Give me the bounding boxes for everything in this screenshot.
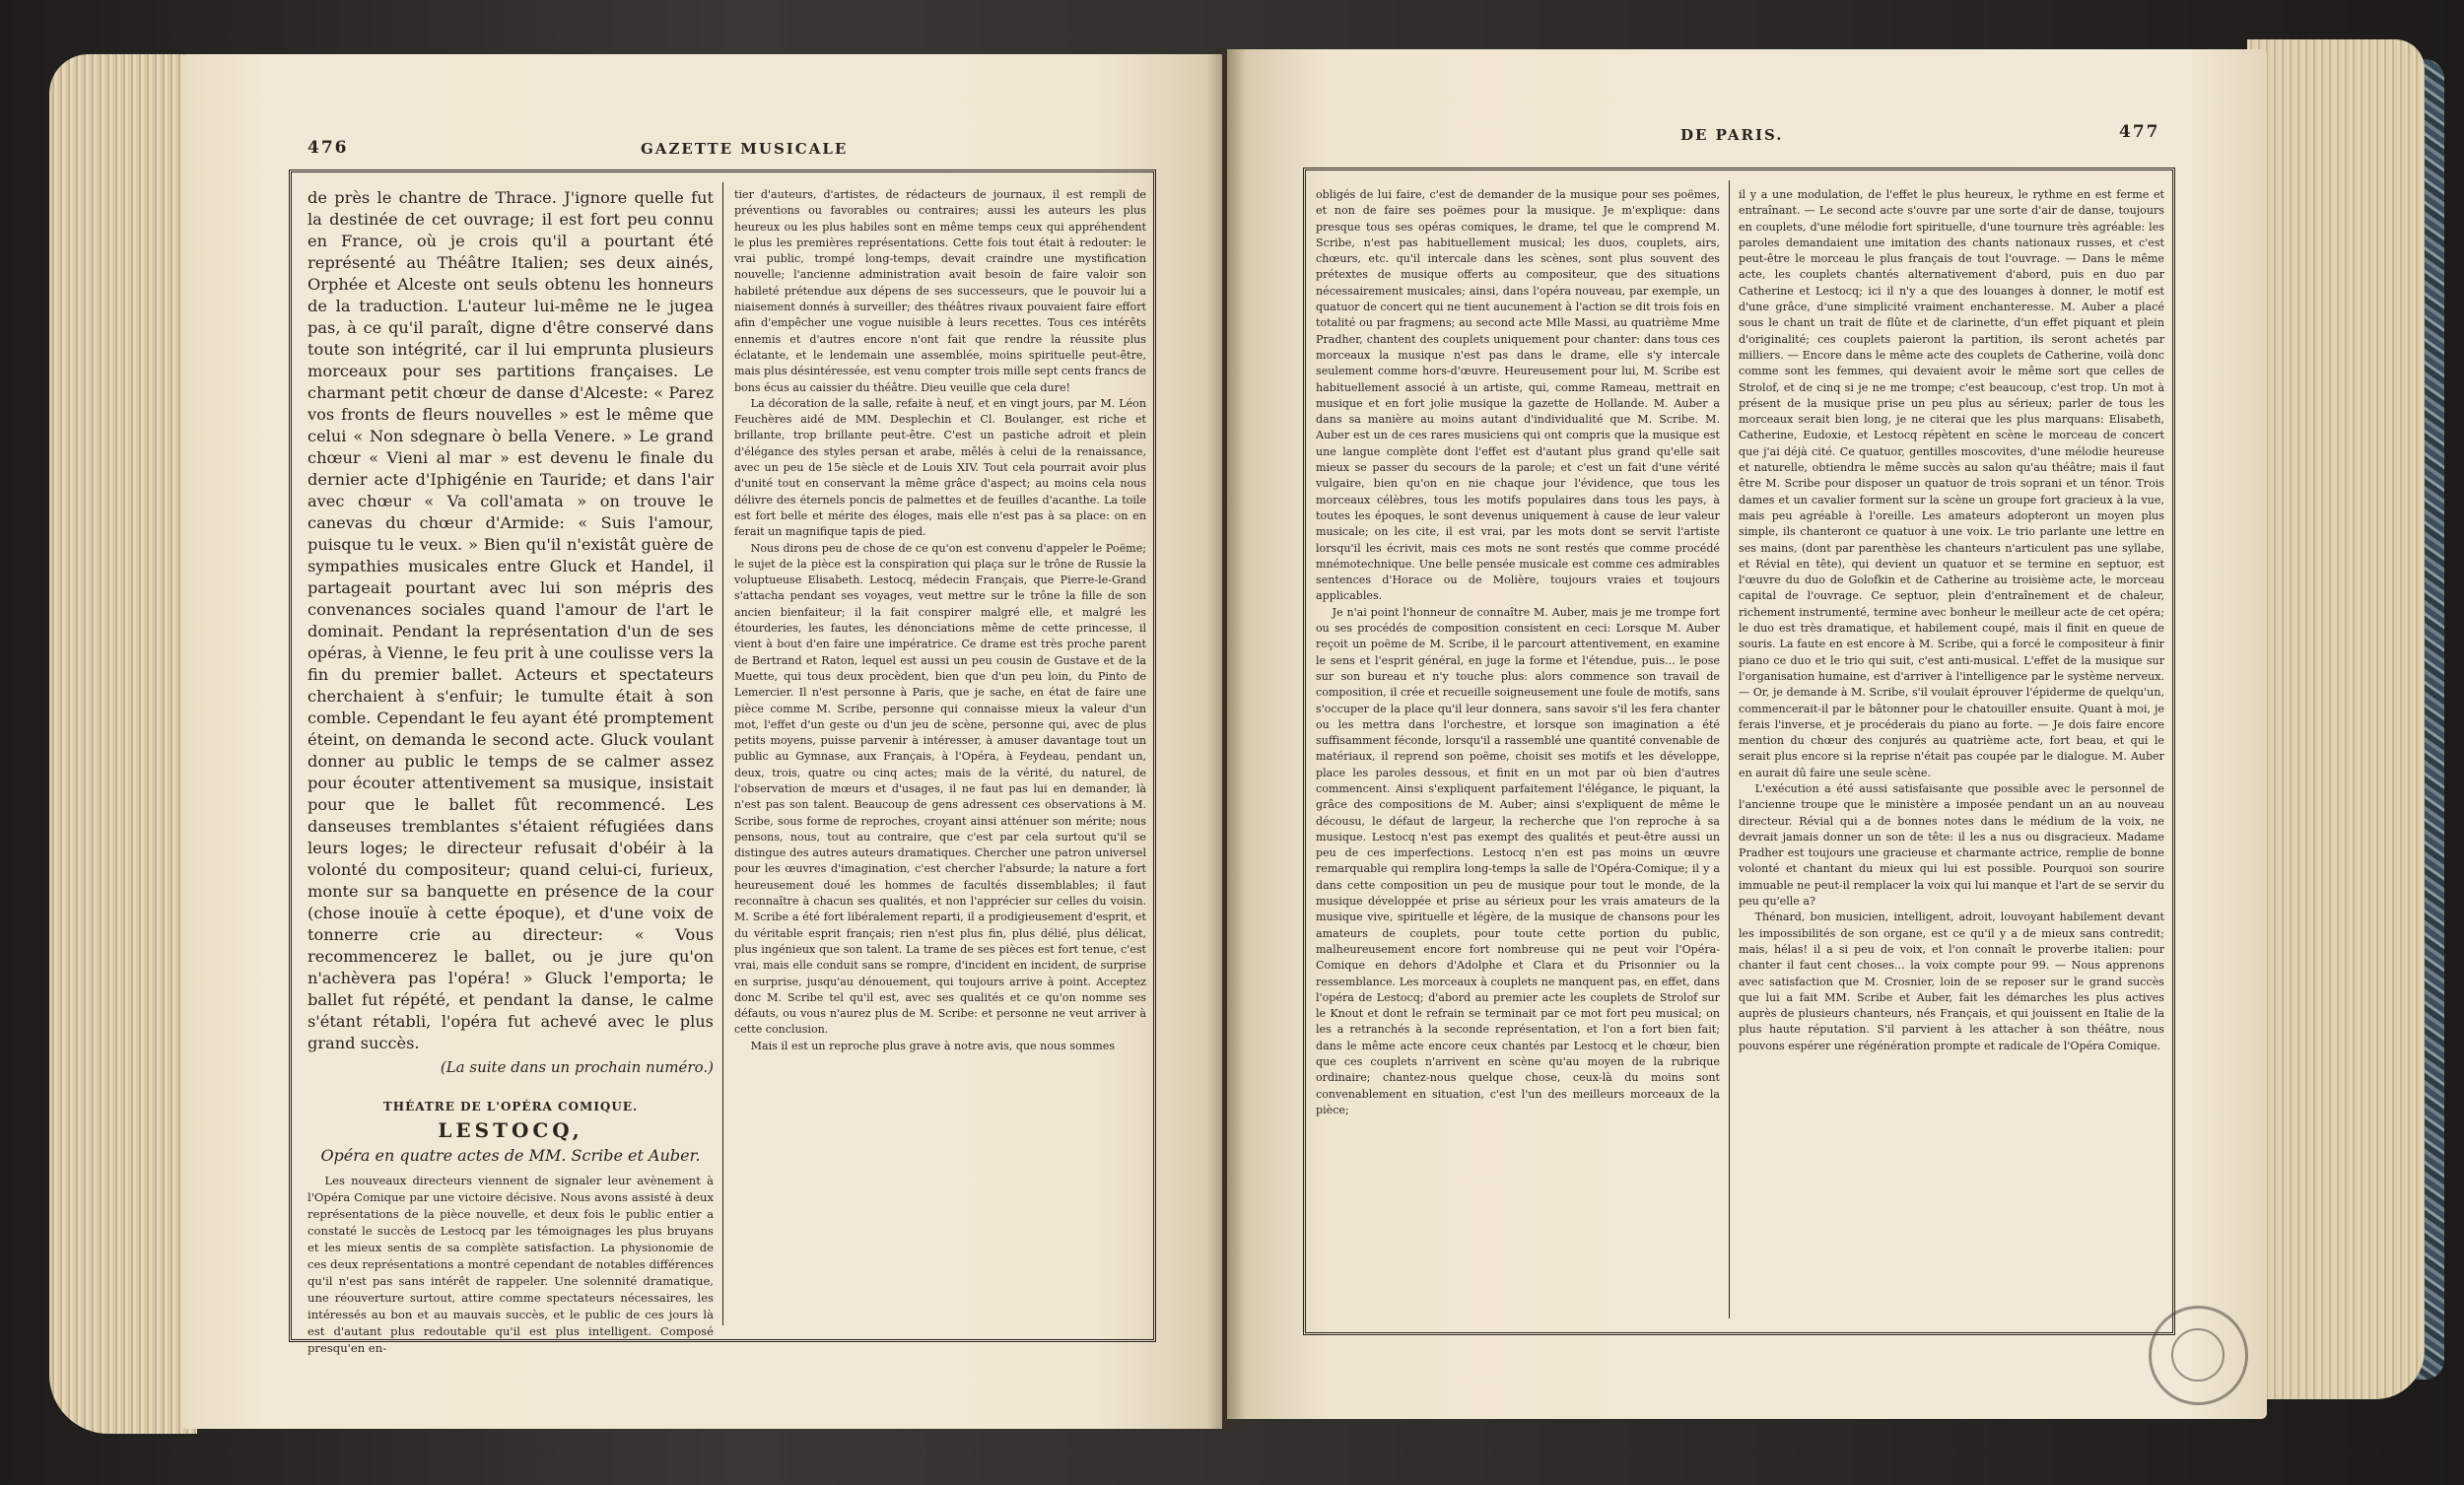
- review-title: LESTOCQ,: [438, 1118, 583, 1142]
- review-subtitle: Opéra en quatre actes de MM. Scribe et Auber.: [320, 1146, 701, 1165]
- running-head-right: DE PARIS.: [1680, 126, 1784, 144]
- column-rule-left: [722, 182, 723, 1325]
- col3-paragraph-1: obligés de lui faire, c'est de demander de la musique pour ses poëmes, et non de faire ses poëmes pour la musique. Je m'explique: dans presque tous ses opéras comiques, le drame, tel que le comprend M. Scribe, n'est pas habituellement musical; les duos, couplets, airs, chœurs, etc. qu'il intercale dans les scènes, sont plus souvent des prétextes de musique offerts au compositeur, que des situations nécessairement musicales; ainsi, dans l'opéra nouveau, par exemple, un quatuor de concert qui ne tient aucunement à l'action se dit trois fois en totalité ou par fragmens; au second acte Mlle Massi, au quatrième Mme Pradher, chantent des couplets uniquement pour chanter: dans tous ces morceaux la musique n'est pas dans le drame, elle s'y intercale seulement comme hors-d'œuvre. Heureusement pour lui, M. Scribe est habituellement associé à un artiste, qui, comme Rameau, mettrait en musique et en fort jolie musique la gazette de Hollande. M. Auber a dans sa manière au moins autant d'individualité que M. Scribe. M. Auber est un de ces rares musiciens qui ont compris que la musique est une langue complète dont l'effet est d'autant plus grand qu'elle sait mieux se passer du secours de la parole; et c'est un fait d'une vérité vulgaire, bien qu'on en nie chaque jour l'évidence, que tous les morceaux célèbres, tous les motifs populaires dans tous les pays, à toutes les époques, le sont devenus uniquement à cause de leur valeur musicale; on les cite, il est vrai, par les mots dont se servit l'artiste lorsqu'il les écrivit, mais ces mots ne sont restés que comme procédé mnémotechnique. Une belle pensée musicale est comme ces admirables sentences d'Horace ou de Molière, toujours vraies et toujours applicables.: [1316, 188, 1720, 603]
- page-number-right: 477: [2119, 122, 2160, 142]
- column-rule-right: [1729, 180, 1730, 1318]
- col4-paragraph-2: L'exécution a été aussi satisfaisante que possible avec le personnel de l'ancienne troupe que le ministère a imposée pendant un an au nouveau directeur. Révial qui a de bonnes notes dans le médium de la voix, ne devrait jamais donner un son de tête: il les a nus ou disgracieux. Madame Pradher est toujours une gracieuse et charmante actrice, remplie de bonne volonté et chantant du mieux qui lui est possible. Pourquoi son sourire immuable ne peut-il remplacer la voix qui lui manque et l'art de se servir du peu qu'elle a?: [1739, 781, 2164, 909]
- book-gutter: [1207, 49, 1247, 1429]
- gluck-paragraph: de près le chantre de Thrace. J'ignore quelle fut la destinée de cet ouvrage; il est fort peu connu en France, où je crois qu'il a pourtant été représenté au Théâtre Italien; ses deux ainés, Orphée et Alceste ont seuls obtenu les honneurs de la traduction. L'auteur lui-même ne le jugea pas, à ce qu'il paraît, digne d'être conservé dans toute son intégrité, car il lui emprunta plusieurs morceaux pour ses partitions françaises. Le charmant petit chœur de danse d'Alceste: « Parez vos fronts de fleurs nouvelles » est le même que celui « Non sdegnare ò bella Venere. » Le grand chœur « Vieni al mar » est devenu le finale du dernier acte d'Iphigénie en Tauride; et dans l'air avec chœur « Va coll'amata » on trouve le canevas du chœur d'Armide: « Suis l'amour, puisque tu le veux. » Bien qu'il n'existât guère de sympathies musicales entre Gluck et Handel, il partageait pourtant avec lui son mépris des convenances sociales quand l'amour de l'art le dominait. Pendant la représentation d'un de ses opéras, à Vienne, le feu prit à une coulisse vers la fin du premier ballet. Acteurs et spectateurs cherchaient à s'enfuir; le tumulte était à son comble. Cependant le feu ayant été promptement éteint, on demanda le second acte. Gluck voulant donner au public le temps de se calmer assez pour écouter attentivement sa musique, insistait pour que le ballet fût recommencé. Les danseuses tremblantes s'étaient réfugiées dans leurs loges; le directeur refusait d'obéir à la volonté du compositeur; quand celui-ci, furieux, monte sur sa banquette en présence de la cour (chose inouïe à cette époque), et d'une voix de tonnerre crie au directeur: « Vous recommencerez le ballet, ou je jure qu'on n'achèvera pas l'opéra! » Gluck l'emporta; le ballet fut répété, et pendant la danse, le calme s'étant rétabli, l'opéra fut achevé avec le plus grand succès.: [308, 188, 714, 1052]
- running-head-left: GAZETTE MUSICALE: [641, 140, 849, 158]
- continuation-note: (La suite dans un prochain numéro.): [440, 1058, 714, 1076]
- col3-paragraph-2: Je n'ai point l'honneur de connaître M. Auber, mais je me trompe fort ou ses procédés de composition consistent en ceci: Lorsque M. Auber reçoit un poëme de M. Scribe, il le parcourt attentivement, en examine le sens et l'esprit général, en juge la forme et l'étendue, puis... le pose sur son bureau et n'y touche plus: alors commence son travail de composition, il crée et recueille soigneusement une foule de motifs, sans s'occuper de la place qu'il leur donnera, sans savoir s'il les fera chanter ou les mettra dans l'orchestre, et lorsque son imagination a été suffisamment féconde, lorsqu'il a rassemblé une quantité convenable de matériaux, il reprend son poëme, choisit ses motifs et les développe, place les paroles dessous, et finit en un mot par où bien d'autres commencent. Ainsi s'expliquent parfaitement l'élégance, le piquant, la grâce des compositions de M. Auber; ainsi s'expliquent de même le décousu, le défaut de largeur, la recherche que l'on reproche à sa musique. Lestocq n'est pas exempt des qualités et peut-être aussi un peu de ces imperfections. Lestocq n'en est pas moins un œuvre remarquable qui remplira long-temps la salle de l'Opéra-Comique; il y a dans cette composition un peu de musique pour tout le monde, de la musique développée et prise au sérieux pour les vrais amateurs de la musique vive, spirituelle et légère, de la musique de chansons pour les amateurs de couplets, pour toute cette portion du public, malheureusement encore fort nombreuse qui ne peut voir l'Opéra-Comique en dehors d'Adolphe et Clara et du Prisonnier ou la ressemblance. Les morceaux à couplets ne manquent pas, en effet, dans l'opéra de Lestocq; d'abord au premier acte les couplets de Strolof sur le Knout et dont le refrain se terminait par ce mot fort peu musical; on les a retranchés à la seconde représentation, et l'on a fort bien fait; dans le même acte encore ceux chantés par Lestocq et le chœur, bien que ces couplets n'arrivent en scène qu'au moyen de la rubrique ordinaire; chantez-nous quelque chose, ceux-là du moins sont convenablement en situation, c'est l'un des meilleurs morceaux de la pièce;: [1316, 605, 1720, 1116]
- review-intro-paragraph: Les nouveaux directeurs viennent de signaler leur avènement à l'Opéra Comique par une victoire décisive. Nous avons assisté à deux représentations de la pièce nouvelle, et deux fois le public entier a constaté le succès de Lestocq par les témoignages les plus bruyans et les mieux sentis de sa complète satisfaction. La physionomie de ces deux représentations a montré cependant de notables différences qu'il n'est pas sans intérêt de rappeler. Une solennité dramatique, une réouverture surtout, attire comme spectateurs nécessaires, les intéressés au bon et au mauvais succès, et le public de ces jours là est d'autant plus redoutable qu'il est plus intelligent. Composé presqu'en en-: [308, 1174, 714, 1355]
- col2-paragraph-1: tier d'auteurs, d'artistes, de rédacteurs de journaux, il est rempli de préventions ou favorables ou contraires; aussi les auteurs les plus heureux ou les plus habiles sont en même temps ceux qui appréhendent le plus les premières représentations. Cette fois tout était à redouter: le vrai public, trompé long-temps, devait craindre une mystification nouvelle; l'ancienne administration avait besoin de faire valoir son habileté prétendue aux dépens de ses successeurs, que le pouvoir lui a niaisement donnés à surveiller; des théâtres rivaux pouvaient faire effort afin d'empêcher une vogue nuisible à leurs recettes. Tous ces intérêts ennemis et d'autres encore n'ont fait que rendre la réussite plus éclatante, et le lendemain une assemblée, moins spirituelle peut-être, mais plus désintéressée, est venu compter trois mille sept cents francs de bons écus au caissier du théâtre. Dieu veuille que cela dure!: [734, 188, 1146, 394]
- article-column-3: [1316, 187, 1720, 1320]
- col2-paragraph-3: Nous dirons peu de chose de ce qu'on est convenu d'appeler le Poëme; le sujet de la pièce est la conspiration qui plaça sur le trône de Russie la voluptueuse Elisabeth. Lestocq, médecin Français, que Pierre-le-Grand s'attacha pendant ses voyages, veut mettre sur le trône la fille de son ancien bienfaiteur; il la fait conspirer malgré elle, et malgré les étourderies, les fautes, les dénonciations même de cette princesse, il vient à bout d'en faire une impératrice. Ce drame est très proche parent de Bertrand et Raton, lequel est aussi un peu cousin de Gustave et de la Muette, qui tous deux procèdent, bien que d'un peu loin, du Pinto de Lemercier. Il n'est personne à Paris, que je sache, en état de faire une pièce comme M. Scribe, personne qui connaisse mieux la valeur d'un mot, l'effet d'un geste ou d'un jeu de scène, personne qui, avec de plus petits moyens, puisse parvenir à intéresser, à amuser davantage tout un public au Gymnase, aux Français, à l'Opéra, à Feydeau, pendant un, deux, trois, quatre ou cinq actes; mais de la vérité, du naturel, de l'observation de mœurs et d'usages, il ne faut pas lui en demander, là n'est pas son talent. Beaucoup de gens adressent ces observations à M. Scribe, sous forme de reproches, croyant ainsi atténuer son mérite; nous pensons, nous, tout au contraire, que c'est par cela surtout qu'il se distingue des autres auteurs dramatiques. Chercher une patron universel pour les œuvres d'imagination, c'est chercher l'absurde; la nature a fort heureusement doué les hommes de facultés dissemblables; il faut reconnaître à chacun ses qualités, et non l'apprécier sur celles du voisin. M. Scribe a été fort libéralement reparti, il a prodigieusement d'esprit, et du véritable esprit français; rien n'est plus fin, plus délié, plus délicat, plus ingénieux que son talent. La trame de ses pièces est fort tenue, c'est vrai, mais elle conduit sans se rompre, d'incident en incident, de surprise en surprise, jusqu'au dénouement, qui toujours arrive à point. Acceptez donc M. Scribe tel qu'il est, avec ses qualités et ce qu'on nomme ses défauts, ou vous n'aurez plus de M. Scribe: et personne ne veut arriver à cette conclusion.: [734, 541, 1146, 1037]
- article-column-2: [734, 187, 1146, 1328]
- page-number-left: 476: [308, 138, 349, 158]
- col4-paragraph-3: Thénard, bon musicien, intelligent, adroit, louvoyant habilement devant les impossibilités de son organe, est ce qu'il y a de mieux sans contredit; mais, hélas! il a si peu de voix, et l'on connaît le proverbe italien: pour chanter il faut cent choses... la voix compte pour 99. — Nous apprenons avec satisfaction que M. Crosnier, loin de se reposer sur le grand succès que lui a fait MM. Scribe et Auber, fait les démarches les plus actives auprès de plusieurs chanteurs, nés Français, et qui jouissent en Italie de la plus haute réputation. S'il parvient à les attacher à son théâtre, nous pouvons espérer une régénération prompte et radicale de l'Opéra Comique.: [1739, 911, 2164, 1052]
- article-column-4: [1739, 187, 2164, 1320]
- article-column-1: [308, 187, 714, 1355]
- book-page-edges-right: [2247, 39, 2425, 1399]
- col4-paragraph-1: il y a une modulation, de l'effet le plus heureux, le rythme en est ferme et entraînant. — Le second acte s'ouvre par une sorte d'air de danse, toujours en couplets, d'une mélodie fort spirituelle, d'une tournure très agréable: les paroles demandaient une imitation des chants nationaux russes, et c'est peut-être le morceau le plus français de tout l'ouvrage. — Dans le même acte, les couplets chantés alternativement d'abord, puis en duo par Catherine et Lestocq; ici il n'y a que des louanges à donner, le motif est d'une grâce, d'une simplicité vraiment enchanteresse. M. Auber a placé sous le chant un trait de flûte et de clarinette, d'un effet piquant et plein d'originalité; ces couplets paieront la partition, ils seront achetés par milliers. — Encore dans le même acte des couplets de Catherine, voilà donc comme sont les femmes, qui devaient avoir le même sort que celles de Strolof, et de cinq si je ne me trompe; c'est beaucoup, c'est trop. Un mot à présent de la musique prise un peu plus au sérieux; parler de tous les morceaux serait bien long, je ne citerai que les plus marquans: Elisabeth, Catherine, Eudoxie, et Lestocq répètent en scène le morceau de concert que j'ai déjà cité. Ce quatuor, gentilles moscovites, d'une mélodie heureuse et naturelle, obtiendra le même succès au salon qu'au théâtre; mais il faut être M. Scribe pour disposer un quatuor de trois soprani et un ténor. Trois dames et un cavalier forment sur la scène un groupe fort gracieux à la vue, mais peu agréable à l'oreille. Les amateurs adopteront un moyen plus simple, ils chanteront ce quatuor à une voix. Le trio parlante une lettre en ses mains, (dont par parenthèse les chanteurs n'articulent pas une syllabe, et Révial en tête), qui devient un quatuor et se termine en septuor, est l'œuvre du duo de Golofkin et de Catherine au troisième acte, le morceau capital de l'ouvrage. Ce septuor, plein d'entraînement et de chaleur, richement instrumenté, termine avec bonheur le meilleur acte de cet opéra; le duo est très dramatique, et habilement coupé, mais il finit en queue de souris. La faute en est encore à M. Scribe, qui a forcé le compositeur à finir piano ce duo et le trio qui suit, c'est anti-musical. L'effet de la musique sur l'organisation humaine, est d'arriver à l'intelligence par le système nerveux. — Or, je demande à M. Scribe, s'il voulait éprouver l'épiderme de quelqu'un, commencerait-il par le bâtonner pour le chatouiller ensuite. Quant à moi, je ferais l'inverse, et je procéderais du piano au forte. — Je dois faire encore mention du chœur des conjurés au quatrième acte, fort beau, et qui le serait plus encore si la reprise n'était pas coupée par le dialogue. M. Auber en aurait dû faire une seule scène.: [1739, 188, 2164, 779]
- col2-paragraph-2: La décoration de la salle, refaite à neuf, et en vingt jours, par M. Léon Feuchères aidé de MM. Desplechin et Cl. Boulanger, est riche et brillante, trop brillante peut-être. C'est un pastiche adroit et plein d'élégance des styles persan et arabe, mêlés à celui de la renaissance, avec un peu de 15e siècle et de Louis XIV. Tout cela pourrait avoir plus d'unité tout en conservant la même grâce d'aspect; au moins cela nous délivre des éternels poncis de palmettes et de feuilles d'acanthe. La toile est fort belle et mérite des éloges, mais elle n'est pas à sa place: on en ferait un magnifique tapis de pied.: [734, 396, 1146, 539]
- col2-paragraph-4: Mais il est un reproche plus grave à notre avis, que nous sommes: [750, 1039, 1116, 1052]
- section-heading: THÉATRE DE L'OPÉRA COMIQUE.: [382, 1100, 639, 1114]
- book-page-edges-left: [49, 54, 197, 1434]
- library-stamp: [2149, 1306, 2248, 1405]
